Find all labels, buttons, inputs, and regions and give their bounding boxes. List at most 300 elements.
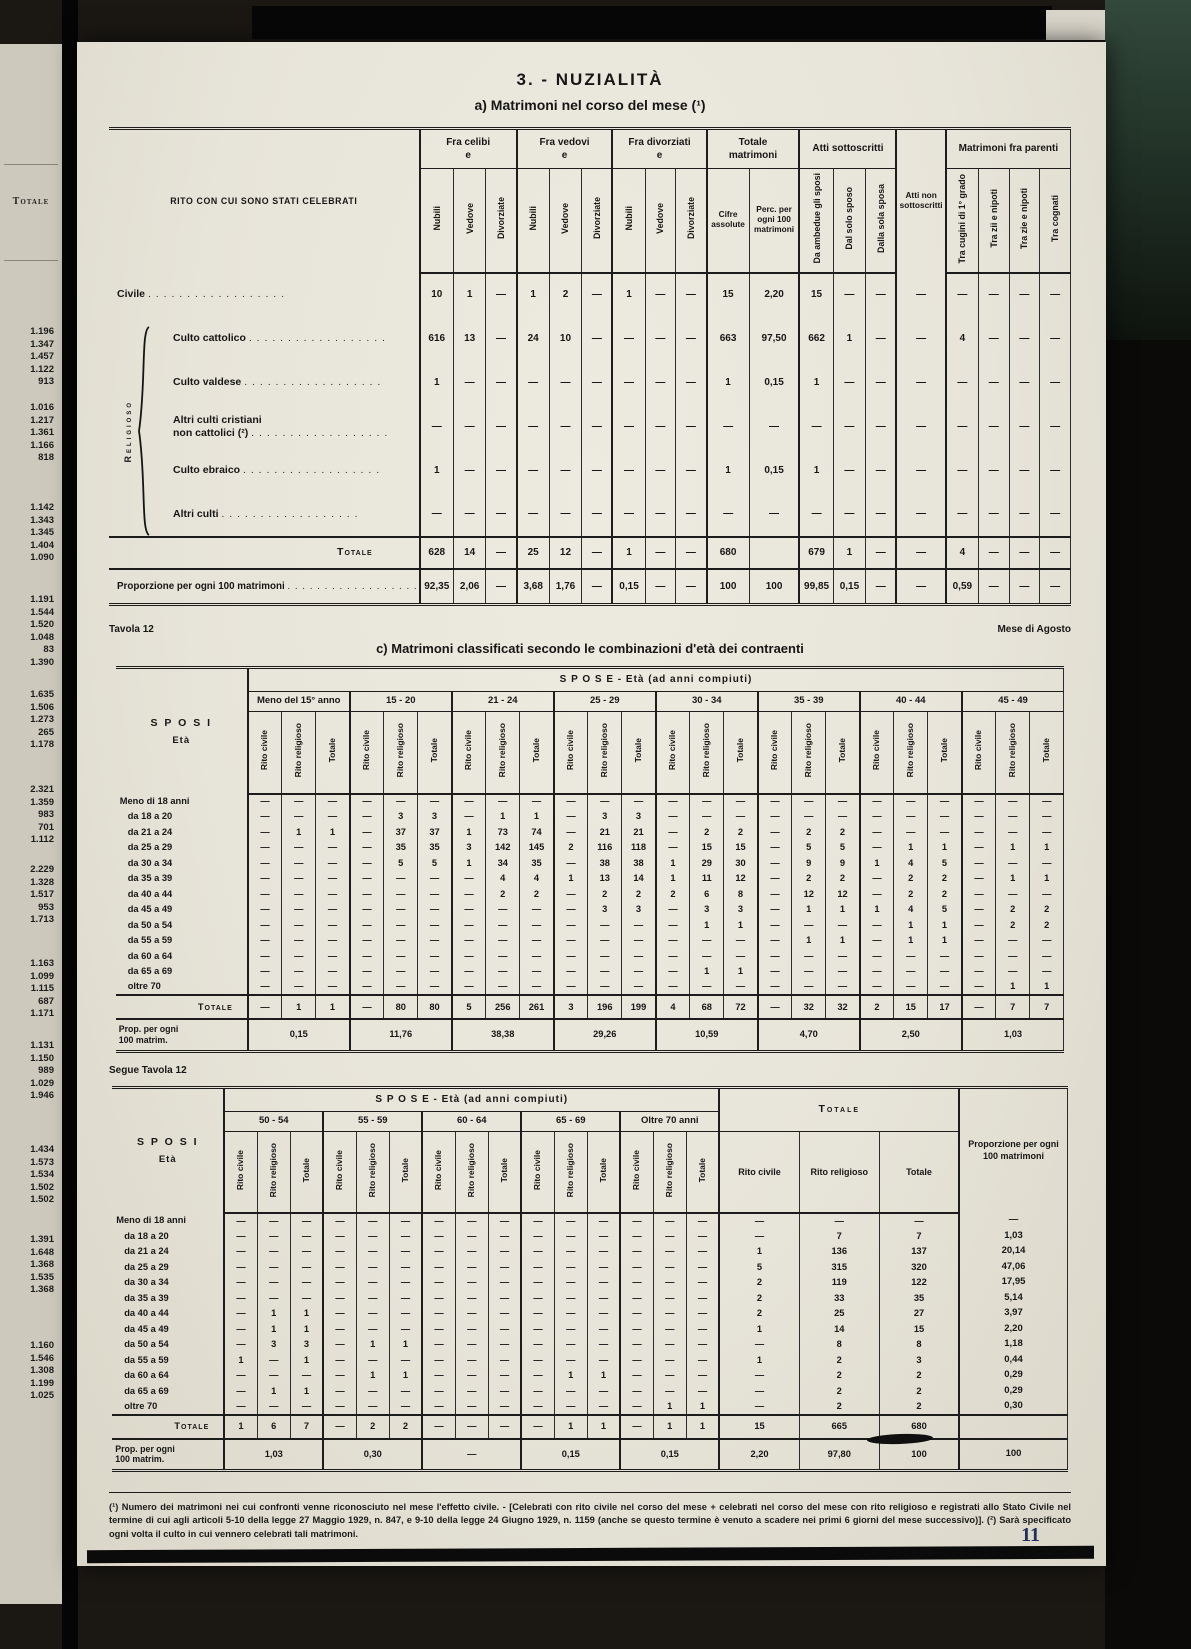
- cell: 2: [549, 273, 582, 317]
- col-header-rito-civile: [422, 1131, 455, 1213]
- cell: 1: [554, 871, 588, 887]
- cell: —: [350, 980, 384, 996]
- totale-row: [116, 995, 1064, 1019]
- cell: —: [866, 569, 897, 605]
- cell: —: [860, 825, 894, 841]
- cell: 37: [418, 825, 452, 841]
- totale-cell: 5: [719, 1260, 799, 1276]
- margin-number: 1.635: [30, 689, 54, 700]
- cell: —: [833, 273, 866, 317]
- cell: —: [962, 995, 996, 1019]
- cell: —: [549, 405, 582, 449]
- table-row: [112, 1384, 1067, 1400]
- col-header-text: Totale: [597, 1157, 608, 1183]
- col-header-text: Rito civile: [769, 730, 780, 771]
- col-header-text: Nubili: [623, 206, 634, 231]
- cell: —: [350, 949, 384, 965]
- cell: 73: [486, 825, 520, 841]
- cell: —: [690, 980, 724, 996]
- cell: —: [554, 1244, 587, 1260]
- cell: —: [622, 964, 656, 980]
- cell: —: [554, 1337, 587, 1353]
- group-header-35-39: 35 - 39: [758, 692, 860, 712]
- cell: 3: [622, 902, 656, 918]
- group-label: Totale: [738, 137, 768, 148]
- cell: —: [455, 1260, 488, 1276]
- cell: 12: [724, 871, 758, 887]
- cell: [749, 537, 799, 569]
- cell: —: [978, 569, 1009, 605]
- margin-number: 1.166: [30, 439, 54, 451]
- cell: —: [676, 405, 707, 449]
- cell: 21: [588, 825, 622, 841]
- margin-number: 687: [38, 995, 54, 1007]
- col-header-text: Rito religioso: [394, 723, 405, 778]
- group-header-50-54: 50 - 54: [224, 1111, 323, 1131]
- cell: —: [384, 902, 418, 918]
- cell: —: [282, 933, 316, 949]
- cell: —: [653, 1384, 686, 1400]
- margin-number-group: [30, 402, 54, 465]
- cell: —: [554, 1384, 587, 1400]
- cell: —: [860, 840, 894, 856]
- cell: 15: [799, 273, 833, 317]
- row-label: da 25 a 29: [124, 1261, 169, 1272]
- cell: —: [282, 980, 316, 996]
- cell: —: [896, 569, 945, 605]
- cell: 72: [724, 995, 758, 1019]
- col-header-totale: [488, 1131, 521, 1213]
- cell: —: [620, 1415, 653, 1439]
- row-label: da 18 a 20: [124, 1230, 169, 1241]
- col-header-text: Totale: [428, 738, 439, 763]
- col-header-rito-civile: [521, 1131, 554, 1213]
- cell: 0,15: [749, 449, 799, 493]
- table-row: [109, 361, 1071, 405]
- prop-cell: 0,29: [959, 1368, 1067, 1384]
- margin-number: 1.368: [30, 1284, 54, 1295]
- cell: —: [587, 1353, 620, 1369]
- cell: —: [645, 449, 676, 493]
- cell: —: [248, 902, 282, 918]
- group-label: Fra celibi: [446, 137, 491, 148]
- cell: —: [686, 1368, 719, 1384]
- cell: —: [486, 449, 517, 493]
- cell: 2,06: [453, 569, 486, 605]
- cell: —: [1030, 949, 1064, 965]
- cell: 2: [860, 995, 894, 1019]
- row-label: da 55 a 59: [124, 1354, 169, 1365]
- col-header-text: Rito religioso: [700, 723, 711, 778]
- cell: —: [521, 1275, 554, 1291]
- cell: 1: [826, 902, 860, 918]
- cell: —: [587, 1384, 620, 1400]
- cell: —: [928, 794, 962, 810]
- cell: —: [656, 933, 690, 949]
- cell: —: [455, 1244, 488, 1260]
- cell: 1: [894, 933, 928, 949]
- cell: —: [582, 569, 613, 605]
- cell: —: [486, 964, 520, 980]
- cell: —: [690, 949, 724, 965]
- cell: —: [749, 405, 799, 449]
- cell: 1,03: [224, 1439, 323, 1471]
- cell: —: [486, 794, 520, 810]
- cell: —: [350, 794, 384, 810]
- col-header-atti-non-sottoscritti: [896, 129, 945, 273]
- row-label: da 65 a 69: [124, 1385, 169, 1396]
- totale-group-header: Totale: [719, 1087, 959, 1131]
- cell: —: [248, 933, 282, 949]
- cell: —: [620, 1213, 653, 1229]
- cell: 5: [792, 840, 826, 856]
- cell: —: [224, 1244, 257, 1260]
- cell: —: [554, 1260, 587, 1276]
- cell: —: [676, 273, 707, 317]
- cell: —: [996, 809, 1030, 825]
- section-title: 3. - NUZIALITÀ: [516, 70, 664, 89]
- margin-number: 1.517: [30, 889, 54, 900]
- cell: —: [488, 1337, 521, 1353]
- cell: —: [323, 1306, 356, 1322]
- cell: —: [248, 840, 282, 856]
- cell: —: [521, 1229, 554, 1245]
- header-row: [112, 1131, 1067, 1213]
- cell: —: [422, 1439, 521, 1471]
- table-row: [116, 980, 1064, 996]
- col-header-nubili: [612, 169, 645, 273]
- cell: —: [455, 1415, 488, 1439]
- cell: —: [946, 405, 979, 449]
- cell: —: [290, 1260, 323, 1276]
- margin-number: 953: [38, 901, 54, 913]
- cell: —: [866, 449, 897, 493]
- header-row: [116, 668, 1064, 692]
- cell: —: [620, 1275, 653, 1291]
- row-label-text: Culto valdese: [173, 376, 245, 389]
- cell: —: [588, 794, 622, 810]
- cell: —: [826, 949, 860, 965]
- cell: —: [860, 933, 894, 949]
- cell: —: [520, 918, 554, 934]
- cell: 2: [996, 902, 1030, 918]
- cell: 3: [290, 1337, 323, 1353]
- cell: —: [418, 933, 452, 949]
- totale-cell: 7: [879, 1229, 959, 1245]
- totale-cell: 25: [799, 1306, 879, 1322]
- cell: 4: [894, 856, 928, 872]
- cell: —: [316, 871, 350, 887]
- margin-number-group: [30, 502, 54, 565]
- cell: —: [521, 1322, 554, 1338]
- leader-dots: . . . . . . . . . . . . . . . . . .: [248, 332, 386, 345]
- cell: —: [420, 493, 454, 537]
- cell: —: [488, 1306, 521, 1322]
- cell: —: [384, 964, 418, 980]
- margin-number: 2.229: [30, 864, 54, 875]
- cell: 0,15: [248, 1019, 350, 1051]
- col-header-totale: [622, 712, 656, 794]
- row-label-text: non cattolici (²): [173, 426, 252, 439]
- cell: —: [290, 1368, 323, 1384]
- cell: —: [418, 964, 452, 980]
- cell: —: [1040, 493, 1071, 537]
- prop-col-text: 100 matrimoni: [982, 1150, 1045, 1161]
- prop-cell: 5,14: [959, 1291, 1067, 1307]
- col-header-perc-per-ogni-100-matrimoni: [749, 169, 799, 273]
- cell: —: [356, 1353, 389, 1369]
- cell: 2: [520, 887, 554, 903]
- totale-cell: 2: [879, 1399, 959, 1415]
- col-header-rito-civile: [350, 712, 384, 794]
- cell: 2: [792, 825, 826, 841]
- group-label-2: e: [561, 149, 568, 161]
- row-label: [109, 317, 420, 361]
- row-label-text: Civile: [117, 288, 148, 301]
- cell: —: [978, 361, 1009, 405]
- sposi-header: [116, 668, 248, 794]
- totale-cell: 33: [799, 1291, 879, 1307]
- cell: —: [248, 871, 282, 887]
- cell: —: [612, 317, 645, 361]
- cell: 1: [707, 449, 750, 493]
- table-b-head: [116, 668, 1064, 794]
- cell: —: [248, 887, 282, 903]
- cell: 11: [690, 871, 724, 887]
- cell: —: [422, 1275, 455, 1291]
- margin-number: 1.506: [30, 701, 54, 713]
- margin-number: 1.573: [30, 1156, 54, 1168]
- cell: 1: [686, 1399, 719, 1415]
- cell: 80: [384, 995, 418, 1019]
- row-label: Totale: [112, 1415, 224, 1439]
- cell: —: [520, 980, 554, 996]
- cell: 0,59: [946, 569, 979, 605]
- leader-dots: . . . . . . . . . . . . . . . . . .: [221, 507, 359, 520]
- cell: 24: [517, 317, 550, 361]
- col-header-text: Tra cognati: [1050, 195, 1061, 242]
- cell: —: [587, 1337, 620, 1353]
- col-header-totale: [1030, 712, 1064, 794]
- cell: —: [622, 933, 656, 949]
- cell: —: [758, 949, 792, 965]
- cell: —: [282, 809, 316, 825]
- row-label: da 18 a 20: [127, 811, 173, 822]
- cell: —: [389, 1399, 422, 1415]
- margin-number: 1.457: [30, 351, 54, 362]
- margin-number: 1.648: [30, 1246, 54, 1258]
- cell: 3: [257, 1337, 290, 1353]
- cell: 1: [420, 361, 454, 405]
- col-header-text: Divorziate: [495, 197, 506, 240]
- cell: —: [1030, 964, 1064, 980]
- cell: —: [418, 918, 452, 934]
- cell: —: [978, 493, 1009, 537]
- cell: —: [587, 1399, 620, 1415]
- cell: —: [356, 1213, 389, 1229]
- cell: —: [452, 918, 486, 934]
- leader-dots: . . . . . . . . . . . . . . . . . .: [243, 464, 381, 477]
- cell: —: [290, 1229, 323, 1245]
- cell: —: [316, 794, 350, 810]
- cell: —: [418, 887, 452, 903]
- group-header-55-59: 55 - 59: [323, 1111, 422, 1131]
- margin-number: 1.502: [30, 1181, 54, 1193]
- margin-number: 1.178: [30, 739, 54, 750]
- book-spine: [62, 0, 78, 1649]
- cell: 4: [656, 995, 690, 1019]
- cell: —: [1009, 273, 1040, 317]
- totale-cell: 2: [799, 1353, 879, 1369]
- cell: —: [422, 1399, 455, 1415]
- cell: —: [653, 1260, 686, 1276]
- col-header-text: Rito civile: [334, 1149, 345, 1191]
- margin-number: 989: [38, 1065, 54, 1076]
- cell: —: [866, 317, 897, 361]
- cell: —: [452, 902, 486, 918]
- cell: —: [554, 1213, 587, 1229]
- group-header-40-44: 40 - 44: [860, 692, 962, 712]
- cell: —: [257, 1368, 290, 1384]
- cell: —: [896, 537, 945, 569]
- cell: —: [860, 809, 894, 825]
- cell: —: [833, 405, 866, 449]
- cell: —: [554, 825, 588, 841]
- cell: —: [316, 887, 350, 903]
- cell: —: [792, 964, 826, 980]
- col-header-text: Rito civile: [532, 1149, 543, 1191]
- group-header-meno-del-15-anno: Meno del 15° anno: [248, 692, 350, 712]
- group-header-30-34: 30 - 34: [656, 692, 758, 712]
- cell: —: [896, 449, 945, 493]
- row-label-text: Proporzione per ogni 100 matrimoni: [117, 580, 288, 592]
- totale-cell: 35: [879, 1291, 959, 1307]
- table-row: [109, 405, 1071, 449]
- col-header-text: Totale: [300, 1157, 311, 1183]
- cell: —: [488, 1353, 521, 1369]
- cell: —: [521, 1415, 554, 1439]
- strip-divider: [4, 260, 58, 261]
- cell: —: [587, 1229, 620, 1245]
- margin-number: 1.359: [30, 796, 54, 808]
- cell: —: [928, 825, 962, 841]
- cell: —: [323, 1337, 356, 1353]
- cell: —: [453, 493, 486, 537]
- cell: 10: [420, 273, 454, 317]
- prop-cell: 20,14: [959, 1244, 1067, 1260]
- table-b-caption-row: [109, 624, 1071, 635]
- table-a: [109, 127, 1071, 606]
- row-label: da 40 a 44: [124, 1308, 169, 1319]
- cell: 10: [549, 317, 582, 361]
- cell: —: [620, 1399, 653, 1415]
- margin-number: 1.131: [30, 1040, 54, 1051]
- cell: —: [455, 1353, 488, 1369]
- cell: —: [620, 1260, 653, 1276]
- margin-number: 1.115: [30, 983, 54, 994]
- cell: 5: [826, 840, 860, 856]
- cell: —: [282, 918, 316, 934]
- page-number: 11: [1021, 1524, 1040, 1546]
- col-header-rito-religioso: [554, 1131, 587, 1213]
- cell: —: [452, 871, 486, 887]
- cell: —: [866, 273, 897, 317]
- cell: 1: [224, 1415, 257, 1439]
- cell: —: [554, 918, 588, 934]
- cell: 2: [928, 871, 962, 887]
- cell: 15: [724, 840, 758, 856]
- cell: 34: [486, 856, 520, 872]
- margin-number: 701: [38, 821, 54, 833]
- cell: —: [833, 493, 866, 537]
- col-header-rito-civile: [860, 712, 894, 794]
- cell: 1: [389, 1337, 422, 1353]
- cell: —: [356, 1291, 389, 1307]
- table-row: [112, 1368, 1067, 1384]
- col-header-text: Dal solo sposo: [844, 187, 855, 250]
- cell: —: [645, 405, 676, 449]
- cell: —: [686, 1337, 719, 1353]
- cell: —: [962, 964, 996, 980]
- col-header-text: Rito civile: [259, 730, 270, 771]
- col-header-rito-religioso: [792, 712, 826, 794]
- cell: —: [588, 949, 622, 965]
- cell: 4: [946, 537, 979, 569]
- cell: 1: [587, 1415, 620, 1439]
- cell: —: [896, 361, 945, 405]
- group-label: Atti sottoscritti: [812, 143, 884, 155]
- prop-cell: 3,97: [959, 1306, 1067, 1322]
- table-row: [116, 856, 1064, 872]
- cell: —: [389, 1353, 422, 1369]
- cell: —: [316, 918, 350, 934]
- totale-cell: 665: [799, 1415, 879, 1439]
- margin-number: 1.048: [30, 631, 54, 643]
- margin-number: 1.163: [30, 958, 54, 969]
- cell: 3: [622, 809, 656, 825]
- cell: —: [724, 794, 758, 810]
- totale-cell: —: [719, 1337, 799, 1353]
- margin-number: 1.025: [30, 1390, 54, 1401]
- group-header-atti-sottoscritti: [799, 129, 896, 169]
- cell: —: [323, 1244, 356, 1260]
- cell: 38: [588, 856, 622, 872]
- prop-col-text: Proporzione per ogni: [968, 1139, 1059, 1150]
- cell: —: [792, 980, 826, 996]
- cell: 12: [549, 537, 582, 569]
- cell: —: [356, 1275, 389, 1291]
- cell: —: [521, 1291, 554, 1307]
- margin-number: 818: [38, 452, 54, 463]
- cell: —: [452, 964, 486, 980]
- cell: —: [962, 840, 996, 856]
- cell: —: [554, 1353, 587, 1369]
- cell: 74: [520, 825, 554, 841]
- table-row: [109, 317, 1071, 361]
- cell: —: [622, 980, 656, 996]
- table-row: [116, 809, 1064, 825]
- margin-number: 1.029: [30, 1077, 54, 1089]
- group-header-oltre-70-anni: Oltre 70 anni: [620, 1111, 719, 1131]
- cell: —: [826, 980, 860, 996]
- cell: 1: [587, 1368, 620, 1384]
- col-header-text: Rito civile: [565, 730, 576, 771]
- cell: —: [686, 1322, 719, 1338]
- cell: 80: [418, 995, 452, 1019]
- cell: —: [833, 449, 866, 493]
- totale-cell: 27: [879, 1306, 959, 1322]
- cell: 7: [290, 1415, 323, 1439]
